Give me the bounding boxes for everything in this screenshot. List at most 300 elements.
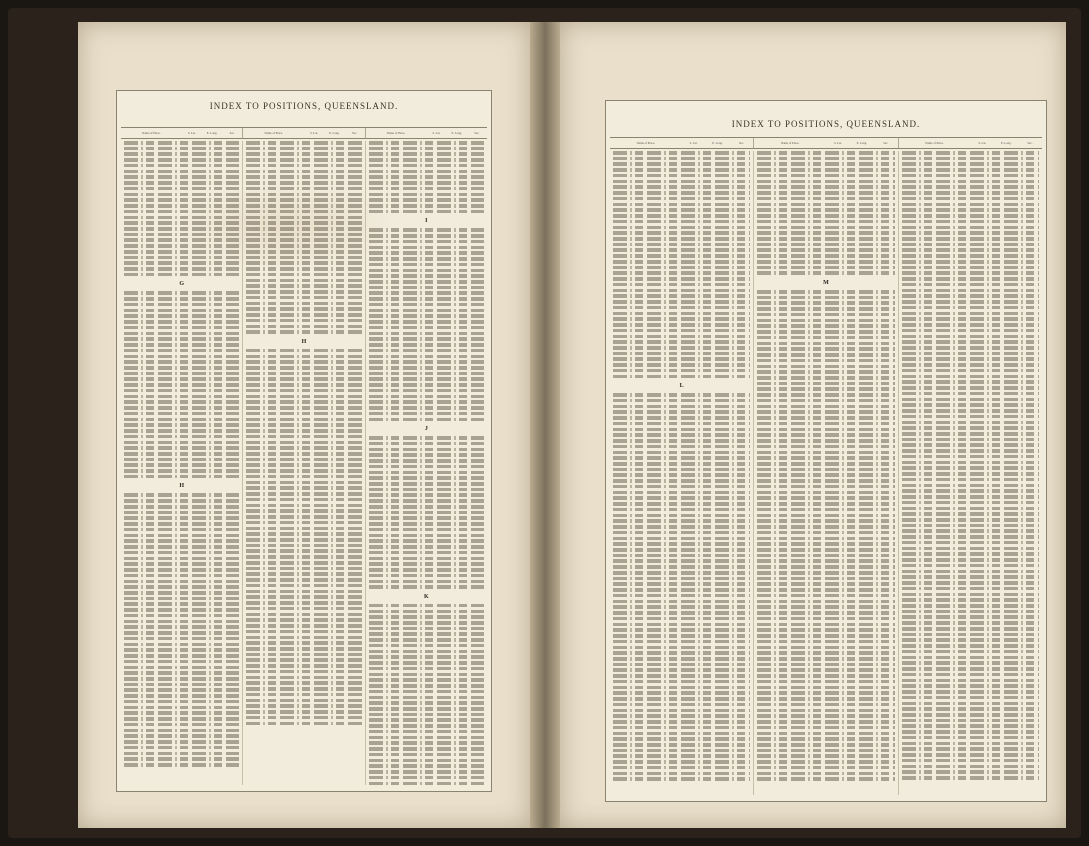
index-entry <box>757 651 894 655</box>
index-entry <box>124 204 239 208</box>
index-entry <box>246 561 361 565</box>
index-entry <box>757 157 894 161</box>
index-entry <box>246 601 361 605</box>
index-entry <box>124 706 239 710</box>
index-entry <box>246 418 361 422</box>
index-entry <box>124 147 239 151</box>
section-letter: H <box>179 483 184 490</box>
right-index-panel <box>605 100 1047 802</box>
index-entry <box>246 636 361 640</box>
index-entry <box>246 210 361 214</box>
index-entry <box>902 352 1039 356</box>
index-entry <box>757 559 894 563</box>
index-entry <box>369 170 484 174</box>
index-entry <box>902 357 1039 361</box>
index-entry <box>613 375 750 379</box>
column-header-name: Name of Place. <box>264 131 283 135</box>
index-entry <box>613 531 750 535</box>
index-entry <box>124 320 239 324</box>
index-entry <box>902 753 1039 757</box>
index-entry <box>246 273 361 277</box>
index-entry <box>246 532 361 536</box>
index-entry <box>124 383 239 387</box>
index-entry <box>369 263 484 267</box>
index-entry <box>613 357 750 361</box>
index-entry <box>369 274 484 278</box>
index-entry <box>613 611 750 615</box>
index-entry <box>902 650 1039 654</box>
index-entry <box>369 314 484 318</box>
index-entry <box>902 604 1039 608</box>
index-entry <box>902 266 1039 270</box>
index-entry <box>369 187 484 191</box>
index-entry <box>902 157 1039 161</box>
index-entry <box>613 335 750 339</box>
index-entry <box>246 469 361 473</box>
index-entry <box>613 680 750 684</box>
index-entry <box>369 406 484 410</box>
index-entry <box>124 418 239 422</box>
index-entry <box>613 399 750 403</box>
index-entry <box>369 400 484 404</box>
index-entry <box>369 678 484 682</box>
index-entry <box>246 319 361 323</box>
index-entry <box>124 349 239 353</box>
index-entry <box>757 605 894 609</box>
index-entry <box>902 306 1039 310</box>
index-entry <box>369 562 484 566</box>
index-entry <box>246 187 361 191</box>
index-entry <box>369 389 484 393</box>
column-header-name: Name of Place. <box>636 141 656 145</box>
index-entry <box>246 261 361 265</box>
index-entry <box>124 332 239 336</box>
index-entry <box>902 684 1039 688</box>
index-entry <box>613 346 750 350</box>
index-entry <box>369 741 484 745</box>
index-entry <box>613 214 750 218</box>
index-entry <box>757 301 894 305</box>
index-column-3 <box>899 151 1042 795</box>
index-entry <box>369 730 484 734</box>
index-entry <box>902 248 1039 252</box>
index-entry <box>124 458 239 462</box>
index-entry <box>369 661 484 665</box>
index-entry <box>613 749 750 753</box>
index-entry <box>902 375 1039 379</box>
index-entry <box>369 257 484 261</box>
index-entry <box>369 175 484 179</box>
index-entry <box>902 254 1039 258</box>
index-entry <box>613 772 750 776</box>
index-entry <box>246 492 361 496</box>
index-entry <box>246 250 361 254</box>
index-entry <box>757 324 894 328</box>
index-entry <box>246 664 361 668</box>
index-entry <box>902 174 1039 178</box>
index-entry <box>613 571 750 575</box>
index-entry <box>124 193 239 197</box>
index-entry <box>246 325 361 329</box>
index-entry <box>369 465 484 469</box>
index-entry <box>902 512 1039 516</box>
index-entry <box>246 463 361 467</box>
index-entry <box>613 439 750 443</box>
index-entry <box>369 228 484 232</box>
index-entry <box>124 551 239 555</box>
index-entry <box>246 475 361 479</box>
index-entry <box>124 389 239 393</box>
index-entry <box>902 587 1039 591</box>
index-column-1 <box>610 151 754 795</box>
index-entry <box>124 499 239 503</box>
index-entry <box>757 640 894 644</box>
index-entry <box>124 463 239 467</box>
index-entry <box>246 383 361 387</box>
index-entry <box>246 458 361 462</box>
index-entry <box>613 168 750 172</box>
index-entry <box>124 187 239 191</box>
index-entry <box>757 766 894 770</box>
right-column-headers <box>610 137 1042 149</box>
index-entry <box>246 544 361 548</box>
index-entry <box>369 442 484 446</box>
index-entry <box>246 704 361 708</box>
index-entry <box>757 617 894 621</box>
index-entry <box>246 355 361 359</box>
index-entry <box>757 370 894 374</box>
index-column-2 <box>754 151 898 795</box>
index-entry <box>902 443 1039 447</box>
index-entry <box>757 433 894 437</box>
index-entry <box>124 435 239 439</box>
index-entry <box>246 307 361 311</box>
index-entry <box>757 565 894 569</box>
index-entry <box>124 377 239 381</box>
index-entry <box>613 537 750 541</box>
index-entry <box>124 585 239 589</box>
index-entry <box>369 303 484 307</box>
index-entry <box>124 170 239 174</box>
index-entry <box>369 585 484 589</box>
index-entry <box>902 575 1039 579</box>
index-entry <box>124 210 239 214</box>
column-header-lat: S. Lat. <box>432 131 441 135</box>
index-entry <box>902 615 1039 619</box>
index-entry <box>613 743 750 747</box>
index-entry <box>369 448 484 452</box>
index-entry <box>902 409 1039 413</box>
index-entry <box>757 686 894 690</box>
column-header-group <box>366 128 487 138</box>
index-entry <box>246 198 361 202</box>
index-column-1 <box>121 141 243 785</box>
index-entry <box>124 400 239 404</box>
index-entry <box>757 531 894 535</box>
index-entry <box>902 151 1039 155</box>
index-entry <box>246 221 361 225</box>
index-entry <box>902 547 1039 551</box>
index-entry <box>124 297 239 301</box>
index-entry <box>124 740 239 744</box>
index-entry <box>613 709 750 713</box>
index-entry <box>124 355 239 359</box>
index-entry <box>124 291 239 295</box>
index-entry <box>369 638 484 642</box>
index-entry <box>124 158 239 162</box>
index-entry <box>613 433 750 437</box>
index-entry <box>369 627 484 631</box>
index-entry <box>613 605 750 609</box>
index-entry <box>124 412 239 416</box>
index-entry <box>757 623 894 627</box>
index-entry <box>757 254 894 258</box>
index-entry <box>369 240 484 244</box>
index-entry <box>613 582 750 586</box>
index-entry <box>757 168 894 172</box>
index-entry <box>902 535 1039 539</box>
index-entry <box>369 696 484 700</box>
column-header-group <box>243 128 365 138</box>
index-entry <box>757 588 894 592</box>
open-book <box>8 8 1081 838</box>
index-entry <box>613 410 750 414</box>
index-entry <box>902 421 1039 425</box>
index-entry <box>757 525 894 529</box>
index-entry <box>369 655 484 659</box>
index-entry <box>124 475 239 479</box>
index-entry <box>613 456 750 460</box>
index-entry <box>246 653 361 657</box>
index-entry <box>902 329 1039 333</box>
index-entry <box>369 574 484 578</box>
index-entry <box>902 380 1039 384</box>
index-entry <box>902 524 1039 528</box>
index-entry <box>757 243 894 247</box>
index-entry <box>613 180 750 184</box>
index-entry <box>369 539 484 543</box>
index-entry <box>613 260 750 264</box>
index-entry <box>246 549 361 553</box>
index-entry <box>757 353 894 357</box>
index-entry <box>369 332 484 336</box>
index-entry <box>246 595 361 599</box>
index-entry <box>902 415 1039 419</box>
index-entry <box>369 522 484 526</box>
index-entry <box>369 286 484 290</box>
index-entry <box>613 266 750 270</box>
index-entry <box>757 502 894 506</box>
index-entry <box>246 618 361 622</box>
index-entry <box>902 570 1039 574</box>
index-entry <box>246 647 361 651</box>
index-entry <box>902 317 1039 321</box>
index-entry <box>757 697 894 701</box>
section-letter: M <box>823 279 829 286</box>
index-entry <box>902 335 1039 339</box>
index-entry <box>757 445 894 449</box>
index-entry <box>757 749 894 753</box>
index-entry <box>613 422 750 426</box>
index-entry <box>757 582 894 586</box>
index-entry <box>902 656 1039 660</box>
index-entry <box>369 269 484 273</box>
index-entry <box>246 158 361 162</box>
index-entry <box>613 271 750 275</box>
index-entry <box>902 426 1039 430</box>
index-entry <box>757 203 894 207</box>
index-entry <box>124 620 239 624</box>
index-entry <box>124 441 239 445</box>
index-entry <box>902 461 1039 465</box>
index-entry <box>757 628 894 632</box>
column-header-sec: Sec. <box>738 141 744 145</box>
index-entry <box>613 289 750 293</box>
index-entry <box>246 504 361 508</box>
index-entry <box>757 777 894 781</box>
index-entry <box>902 638 1039 642</box>
index-entry <box>613 623 750 627</box>
index-entry <box>757 674 894 678</box>
index-entry <box>902 742 1039 746</box>
index-entry <box>369 615 484 619</box>
index-entry <box>613 559 750 563</box>
index-entry <box>369 280 484 284</box>
index-entry <box>757 231 894 235</box>
index-entry <box>902 449 1039 453</box>
index-entry <box>902 489 1039 493</box>
index-entry <box>246 400 361 404</box>
index-entry <box>246 377 361 381</box>
index-entry <box>757 296 894 300</box>
index-entry <box>902 518 1039 522</box>
index-entry <box>124 406 239 410</box>
index-entry <box>246 175 361 179</box>
index-entry <box>369 499 484 503</box>
column-header-sec: Sec. <box>1027 141 1033 145</box>
index-entry <box>757 359 894 363</box>
index-entry <box>124 452 239 456</box>
index-entry <box>613 323 750 327</box>
index-entry <box>369 343 484 347</box>
index-entry <box>757 680 894 684</box>
index-entry <box>613 451 750 455</box>
index-entry <box>902 220 1039 224</box>
index-entry <box>246 613 361 617</box>
index-entry <box>369 667 484 671</box>
index-entry <box>246 296 361 300</box>
index-entry <box>613 726 750 730</box>
index-entry <box>757 473 894 477</box>
column-header-long: E. Long. <box>451 131 462 135</box>
index-entry <box>369 528 484 532</box>
index-entry <box>757 663 894 667</box>
index-entry <box>246 423 361 427</box>
index-entry <box>757 399 894 403</box>
index-entry <box>902 702 1039 706</box>
index-entry <box>613 548 750 552</box>
index-entry <box>124 717 239 721</box>
index-entry <box>369 534 484 538</box>
column-header-group <box>121 128 243 138</box>
index-entry <box>246 395 361 399</box>
index-entry <box>757 479 894 483</box>
index-entry <box>757 208 894 212</box>
index-entry <box>613 243 750 247</box>
left-index-panel <box>116 90 492 792</box>
index-entry <box>757 760 894 764</box>
index-entry <box>613 691 750 695</box>
index-entry <box>124 429 239 433</box>
index-entry <box>369 297 484 301</box>
column-header-sec: Sec. <box>883 141 889 145</box>
index-entry <box>613 203 750 207</box>
index-entry <box>757 772 894 776</box>
index-entry <box>124 303 239 307</box>
index-entry <box>124 654 239 658</box>
index-entry <box>902 294 1039 298</box>
index-entry <box>369 147 484 151</box>
index-entry <box>757 714 894 718</box>
index-entry <box>613 220 750 224</box>
index-entry <box>369 349 484 353</box>
index-entry <box>613 283 750 287</box>
index-entry <box>369 568 484 572</box>
index-entry <box>613 663 750 667</box>
right-page-heading: INDEX TO POSITIONS, QUEENSLAND. <box>731 119 921 129</box>
index-entry <box>124 677 239 681</box>
index-entry <box>902 484 1039 488</box>
book-gutter <box>530 22 560 828</box>
index-entry <box>902 312 1039 316</box>
index-entry <box>246 572 361 576</box>
index-entry <box>613 674 750 678</box>
index-entry <box>369 782 484 785</box>
index-entry <box>613 542 750 546</box>
index-entry <box>369 395 484 399</box>
index-entry <box>902 432 1039 436</box>
index-entry <box>246 722 361 726</box>
index-entry <box>757 313 894 317</box>
column-header-lat: S. Lat. <box>187 131 196 135</box>
index-entry <box>613 600 750 604</box>
index-entry <box>757 319 894 323</box>
index-entry <box>757 491 894 495</box>
index-entry <box>246 284 361 288</box>
index-entry <box>369 621 484 625</box>
index-entry <box>246 515 361 519</box>
index-entry <box>613 369 750 373</box>
index-entry <box>124 395 239 399</box>
index-entry <box>902 621 1039 625</box>
index-entry <box>124 752 239 756</box>
index-entry <box>124 683 239 687</box>
column-header-group <box>899 138 1042 148</box>
index-entry <box>757 197 894 201</box>
index-entry <box>757 382 894 386</box>
index-entry <box>246 509 361 513</box>
index-entry <box>124 608 239 612</box>
index-entry <box>902 564 1039 568</box>
index-entry <box>902 747 1039 751</box>
index-entry <box>757 428 894 432</box>
index-entry <box>902 203 1039 207</box>
index-entry <box>369 764 484 768</box>
index-entry <box>369 684 484 688</box>
index-entry <box>902 346 1039 350</box>
index-entry <box>369 776 484 780</box>
index-entry <box>246 584 361 588</box>
